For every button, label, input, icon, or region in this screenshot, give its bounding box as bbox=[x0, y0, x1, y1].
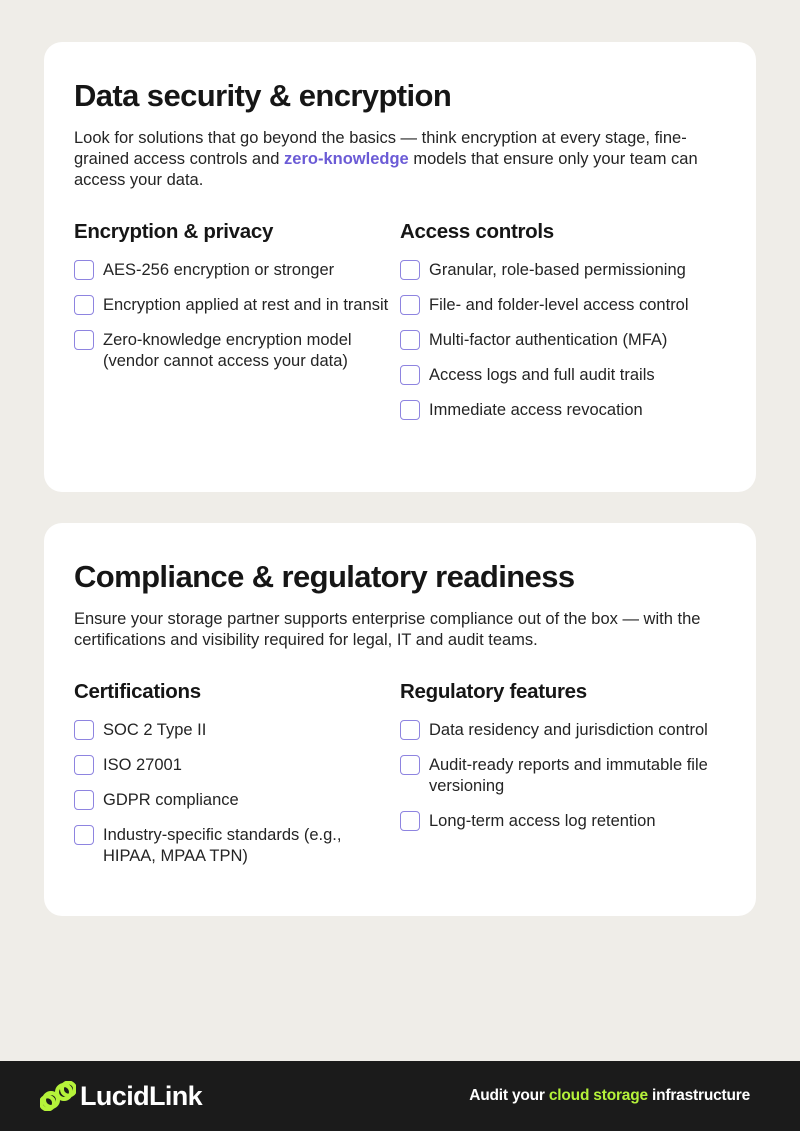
checklist-item-label: ISO 27001 bbox=[103, 756, 182, 774]
tagline-text-end: infrastructure bbox=[647, 1087, 750, 1104]
checklist-item-label: Long-term access log retention bbox=[429, 812, 656, 830]
checklist-item[interactable] bbox=[400, 400, 726, 421]
checklist-item[interactable] bbox=[74, 790, 400, 811]
tagline-text: Audit your bbox=[469, 1087, 549, 1104]
checklist-item[interactable] bbox=[74, 720, 400, 741]
checklist-item-label: File- and folder-level access control bbox=[429, 296, 689, 314]
tagline-accent: cloud storage bbox=[548, 1087, 648, 1104]
regulatory-features-column bbox=[400, 679, 726, 881]
checklist-item[interactable] bbox=[400, 295, 726, 316]
checklist-item-label: Industry-specific standards (e.g., HIPAA, MPAA TPN) bbox=[103, 826, 342, 865]
intro-highlight: zero-knowledge bbox=[284, 150, 409, 168]
section-title: Compliance & regulatory readiness bbox=[74, 559, 575, 594]
column-heading: Encryption & privacy bbox=[74, 220, 274, 243]
checklist-item-label: Immediate access revocation bbox=[429, 401, 643, 419]
compliance-card bbox=[44, 523, 756, 916]
checkbox-empty-icon[interactable] bbox=[400, 365, 420, 385]
checklist-item-label: Audit-ready reports and immutable file versioning bbox=[429, 756, 708, 795]
checklist-item[interactable] bbox=[400, 365, 726, 386]
section-title: Data security & encryption bbox=[74, 78, 452, 113]
checkbox-empty-icon[interactable] bbox=[74, 790, 94, 810]
checklist-item[interactable] bbox=[74, 260, 400, 281]
logo-text: LucidLink bbox=[80, 1080, 203, 1111]
checkbox-empty-icon[interactable] bbox=[74, 330, 94, 350]
checkbox-empty-icon[interactable] bbox=[74, 295, 94, 315]
checklist-item[interactable] bbox=[400, 720, 726, 741]
checkbox-empty-icon[interactable] bbox=[74, 755, 94, 775]
checklist bbox=[74, 720, 400, 867]
intro-text: Look for solutions that go beyond the basics — think encryption at every stage, fine-grained access controls and bbox=[74, 129, 687, 168]
checklist bbox=[74, 260, 400, 372]
footer-bar bbox=[0, 1061, 800, 1131]
logo[interactable] bbox=[40, 1081, 202, 1112]
certifications-column bbox=[74, 679, 400, 881]
access-controls-column bbox=[400, 219, 726, 435]
column-heading: Certifications bbox=[74, 680, 201, 703]
checklist-item[interactable] bbox=[400, 260, 726, 281]
section-intro: Ensure your storage partner supports enterprise compliance out of the box — with the certifications and visibility required for legal, IT and audit teams. bbox=[74, 610, 701, 649]
checklist-columns bbox=[74, 679, 726, 881]
checklist-item[interactable] bbox=[74, 295, 400, 316]
column-heading: Regulatory features bbox=[400, 680, 587, 703]
section-intro bbox=[74, 128, 734, 191]
checklist-item-label: Granular, role-based permissioning bbox=[429, 261, 686, 279]
checkbox-empty-icon[interactable] bbox=[400, 811, 420, 831]
checklist-item[interactable] bbox=[400, 330, 726, 351]
encryption-privacy-column bbox=[74, 219, 400, 435]
checklist-item-label: AES-256 encryption or stronger bbox=[103, 261, 335, 279]
checkbox-empty-icon[interactable] bbox=[400, 720, 420, 740]
checkbox-empty-icon[interactable] bbox=[74, 260, 94, 280]
checklist-item[interactable] bbox=[400, 755, 726, 797]
checklist-item[interactable] bbox=[74, 755, 400, 776]
checkbox-empty-icon[interactable] bbox=[400, 330, 420, 350]
checklist-item-label: Zero-knowledge encryption model (vendor cannot access your data) bbox=[103, 331, 352, 370]
checklist-item[interactable] bbox=[74, 825, 400, 867]
checklist-item-label: Data residency and jurisdiction control bbox=[429, 721, 708, 739]
checkbox-empty-icon[interactable] bbox=[400, 295, 420, 315]
column-heading: Access controls bbox=[400, 220, 554, 243]
checklist-item-label: GDPR compliance bbox=[103, 791, 239, 809]
checklist-item-label: Access logs and full audit trails bbox=[429, 366, 655, 384]
checkbox-empty-icon[interactable] bbox=[74, 720, 94, 740]
checkbox-empty-icon[interactable] bbox=[400, 755, 420, 775]
checklist-item[interactable] bbox=[74, 330, 400, 372]
checkbox-empty-icon[interactable] bbox=[400, 260, 420, 280]
checklist-columns bbox=[74, 219, 726, 435]
checklist bbox=[400, 260, 726, 421]
checkbox-empty-icon[interactable] bbox=[400, 400, 420, 420]
checkbox-empty-icon[interactable] bbox=[74, 825, 94, 845]
checklist-item-label: Encryption applied at rest and in transit bbox=[103, 296, 389, 314]
lucidlink-logo-icon bbox=[40, 1081, 76, 1111]
intro-text-end: models that ensure only your team can access your data. bbox=[74, 150, 698, 189]
data-security-card bbox=[44, 42, 756, 492]
footer-tagline bbox=[469, 1087, 750, 1105]
checklist-item-label: SOC 2 Type II bbox=[103, 721, 207, 739]
checklist-item[interactable] bbox=[400, 811, 726, 832]
checklist-item-label: Multi-factor authentication (MFA) bbox=[429, 331, 668, 349]
checklist bbox=[400, 720, 726, 832]
